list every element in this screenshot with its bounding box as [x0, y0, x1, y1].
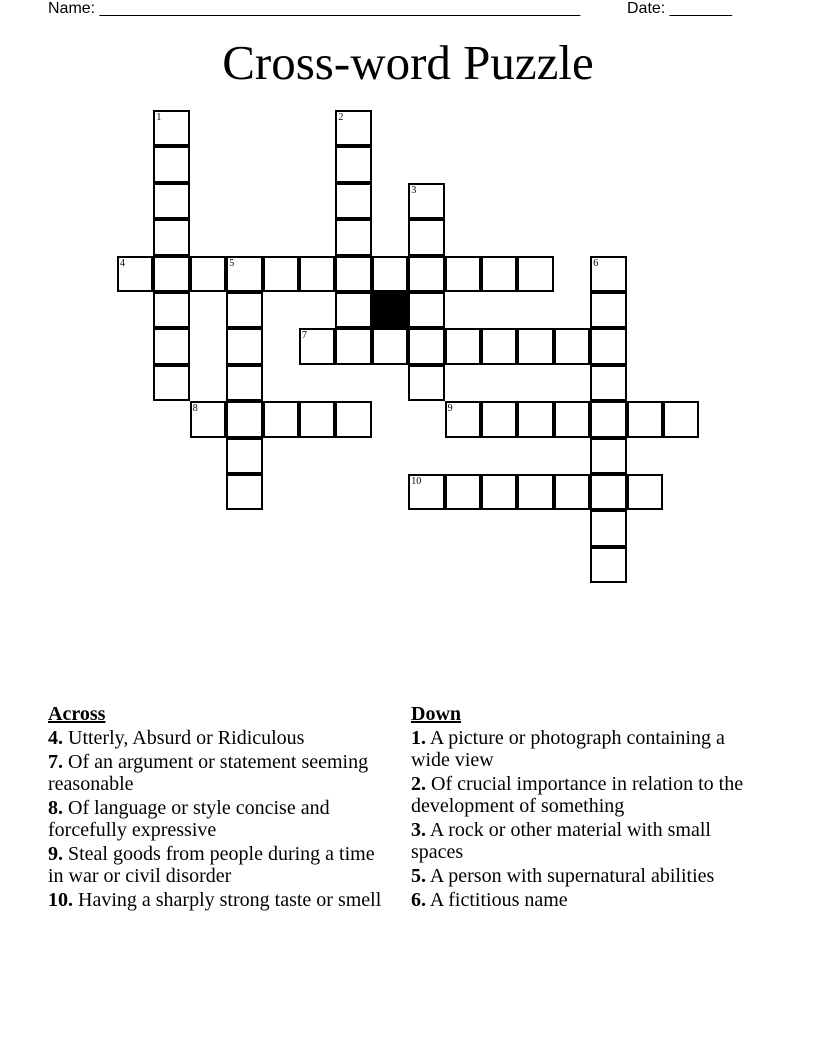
header — [48, 0, 748, 18]
grid-cell[interactable] — [481, 401, 517, 437]
grid-cell[interactable] — [554, 474, 590, 510]
clue-text: A rock or other material with small spaces — [411, 819, 711, 863]
grid-cell[interactable] — [408, 256, 444, 292]
across-clues — [48, 703, 388, 913]
clue-text: Of an argument or statement seeming reasonable — [48, 751, 369, 795]
clue-text: Steal goods from people during a time in war or civil disorder — [48, 843, 375, 887]
clue-down-1 — [411, 727, 751, 771]
cell-number: 1 — [156, 112, 162, 123]
grid-cell[interactable] — [590, 474, 626, 510]
grid-cell[interactable] — [335, 328, 371, 364]
grid-cell[interactable] — [335, 256, 371, 292]
grid-cell[interactable] — [445, 256, 481, 292]
grid-cell[interactable] — [299, 256, 335, 292]
grid-cell[interactable] — [299, 401, 335, 437]
grid-cell[interactable] — [153, 110, 189, 146]
grid-cell[interactable] — [554, 401, 590, 437]
clue-number: 5. — [411, 865, 426, 887]
across-heading: Across — [48, 703, 106, 725]
clue-number: 7. — [48, 751, 63, 773]
grid-cell[interactable] — [335, 110, 371, 146]
clue-down-6 — [411, 889, 751, 911]
clue-down-2 — [411, 773, 751, 817]
grid-cell[interactable] — [153, 292, 189, 328]
grid-cell[interactable] — [554, 328, 590, 364]
grid-cell[interactable] — [299, 328, 335, 364]
cell-number: 7 — [302, 330, 307, 342]
grid-cell[interactable] — [335, 219, 371, 255]
grid-cell[interactable] — [263, 401, 299, 437]
cell-number: 3 — [411, 184, 417, 196]
page-title: Cross-word Puzzle — [222, 35, 594, 90]
clue-across-8 — [48, 797, 388, 841]
clue-across-10 — [48, 889, 388, 911]
grid-cell[interactable] — [153, 328, 189, 364]
grid-cell[interactable] — [408, 183, 444, 219]
grid-cell[interactable] — [226, 365, 262, 401]
clue-number: 4. — [48, 727, 63, 749]
clue-text: A picture or photograph containing a wide view — [411, 727, 725, 771]
grid-cell[interactable] — [153, 365, 189, 401]
grid-cell[interactable] — [190, 401, 226, 437]
grid-cell[interactable] — [517, 474, 553, 510]
grid-cell[interactable] — [226, 401, 262, 437]
grid-cell[interactable] — [408, 365, 444, 401]
name-field[interactable]: Name: ______________________________________________________ — [48, 0, 581, 17]
grid-cell[interactable] — [117, 256, 153, 292]
black-cell — [372, 292, 408, 328]
grid-cell[interactable] — [226, 328, 262, 364]
clue-text: Utterly, Absurd or Ridiculous — [68, 727, 305, 749]
clue-text: Having a sharply strong taste or smell — [78, 889, 382, 911]
clue-number: 6. — [411, 889, 426, 911]
grid-cell[interactable] — [590, 292, 626, 328]
grid-cell[interactable] — [517, 328, 553, 364]
grid-cell[interactable] — [190, 256, 226, 292]
grid-cell[interactable] — [590, 510, 626, 546]
clue-number: 8. — [48, 797, 63, 819]
grid-cell[interactable] — [153, 183, 189, 219]
cell-number: 2 — [338, 112, 344, 123]
clue-text: Of crucial importance in relation to the development of something — [411, 773, 744, 817]
cell-number: 5 — [229, 257, 235, 269]
grid-cell[interactable] — [627, 474, 663, 510]
grid-cell[interactable] — [590, 256, 626, 292]
grid-cell[interactable] — [627, 401, 663, 437]
grid-cell[interactable] — [408, 474, 444, 510]
down-heading: Down — [411, 703, 462, 725]
clue-across-7 — [48, 751, 388, 795]
grid-cell[interactable] — [445, 474, 481, 510]
grid-cell[interactable] — [372, 328, 408, 364]
grid-cell[interactable] — [590, 365, 626, 401]
cell-number: 9 — [447, 403, 453, 415]
clue-number: 10. — [48, 889, 73, 911]
grid-cell[interactable] — [408, 328, 444, 364]
crossword-grid — [117, 110, 717, 590]
clue-number: 1. — [411, 727, 426, 749]
grid-cell[interactable] — [335, 401, 371, 437]
grid-cell[interactable] — [153, 256, 189, 292]
grid-cell[interactable] — [481, 256, 517, 292]
grid-cell[interactable] — [408, 292, 444, 328]
grid-cell[interactable] — [590, 401, 626, 437]
date-field[interactable]: Date: _______ — [627, 0, 732, 17]
cell-number: 4 — [120, 257, 125, 269]
grid-cell[interactable] — [335, 292, 371, 328]
grid-cell[interactable] — [153, 146, 189, 182]
grid-cell[interactable] — [590, 328, 626, 364]
clue-text: A person with supernatural abilities — [429, 865, 715, 887]
grid-cell[interactable] — [226, 438, 262, 474]
clue-number: 9. — [48, 843, 63, 865]
grid-cell[interactable] — [517, 256, 553, 292]
grid-cell[interactable] — [226, 256, 262, 292]
clue-text: A fictitious name — [429, 889, 568, 911]
grid-cell[interactable] — [590, 438, 626, 474]
clue-across-9 — [48, 843, 388, 887]
grid-cell[interactable] — [226, 292, 262, 328]
grid-cell[interactable] — [517, 401, 553, 437]
grid-cell[interactable] — [153, 219, 189, 255]
clue-text: Of language or style concise and forcefully expressive — [48, 797, 330, 841]
grid-cell[interactable] — [263, 256, 299, 292]
clue-across-4 — [48, 727, 388, 749]
cell-number: 8 — [192, 403, 198, 415]
cell-number: 10 — [411, 476, 422, 487]
grid-cell[interactable] — [408, 219, 444, 255]
clue-number: 3. — [411, 819, 426, 841]
grid-cell[interactable] — [445, 328, 481, 364]
grid-cell[interactable] — [335, 146, 371, 182]
grid-cell[interactable] — [590, 547, 626, 583]
grid-cell[interactable] — [481, 474, 517, 510]
grid-cell[interactable] — [335, 183, 371, 219]
clue-number: 2. — [411, 773, 426, 795]
clue-down-3 — [411, 819, 751, 863]
grid-cell[interactable] — [663, 401, 699, 437]
grid-cell[interactable] — [372, 256, 408, 292]
down-clues — [411, 703, 751, 913]
grid-cell[interactable] — [226, 474, 262, 510]
cell-number: 6 — [593, 257, 599, 269]
clue-down-5 — [411, 865, 751, 887]
grid-cell[interactable] — [481, 328, 517, 364]
grid-cell[interactable] — [445, 401, 481, 437]
